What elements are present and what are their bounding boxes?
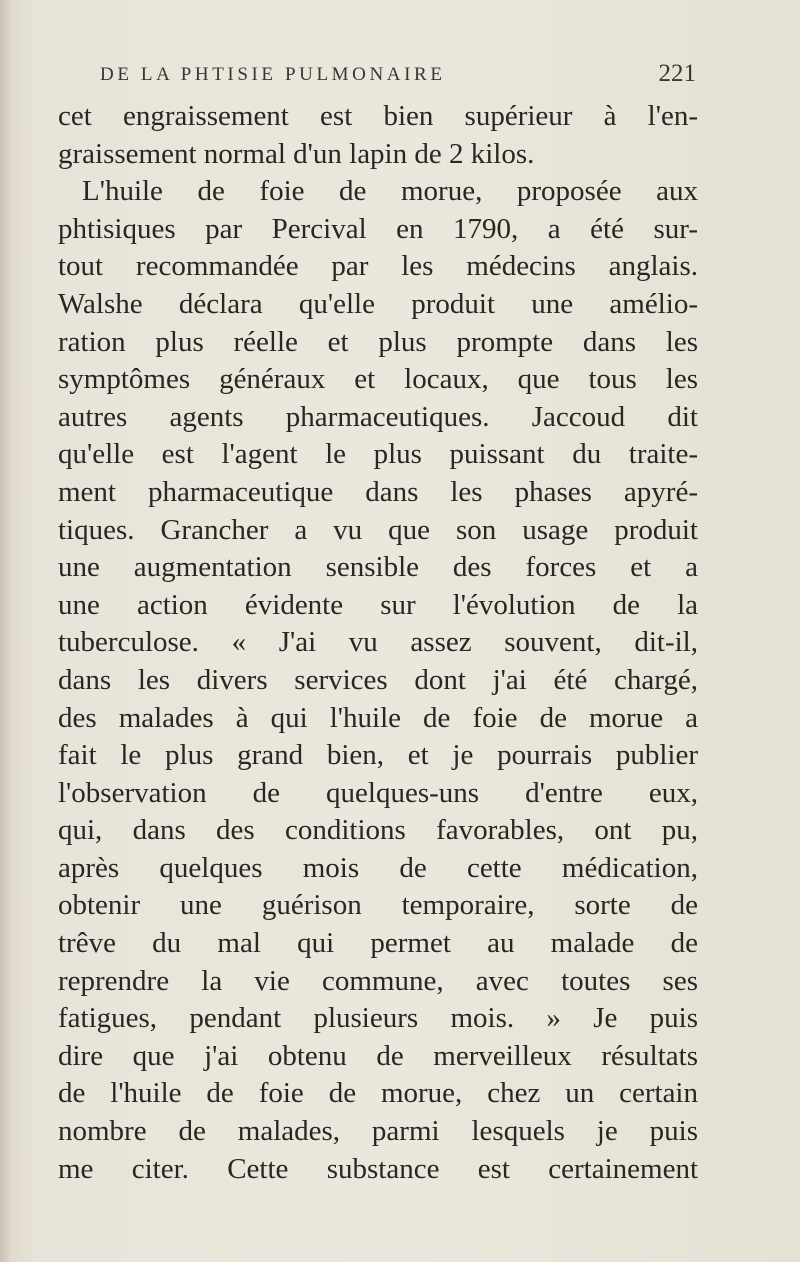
- text-line: ment pharmaceutique dans les phases apyré-: [58, 475, 698, 508]
- text-line: tout recommandée par les médecins anglais.: [58, 250, 698, 283]
- page-number: 221: [658, 60, 696, 87]
- paragraph-start-line: L'huile de foie de morue, proposée aux: [82, 175, 698, 208]
- text-line: Walshe déclara qu'elle produit une amélio-: [58, 287, 698, 320]
- text-line: tiques. Grancher a vu que son usage produit: [58, 513, 698, 546]
- text-line: l'observation de quelques-uns d'entre eux,: [58, 776, 698, 809]
- text-line: phtisiques par Percival en 1790, a été sur-: [58, 212, 698, 245]
- text-line: nombre de malades, parmi lesquels je puis: [58, 1115, 698, 1148]
- text-line: symptômes généraux et locaux, que tous les: [58, 363, 698, 396]
- text-line: tuberculose. « J'ai vu assez souvent, dit-il,: [58, 626, 698, 659]
- text-line: graissement normal d'un lapin de 2 kilos.: [58, 137, 535, 170]
- text-line: obtenir une guérison temporaire, sorte de: [58, 889, 698, 922]
- text-line: dire que j'ai obtenu de merveilleux résultats: [58, 1039, 698, 1072]
- text-line: fatigues, pendant plusieurs mois. » Je puis: [58, 1002, 698, 1035]
- body-text: [58, 98, 698, 1188]
- text-line: une action évidente sur l'évolution de la: [58, 588, 698, 621]
- running-head: [100, 58, 696, 92]
- text-line: cet engraissement est bien supérieur à l'en-: [58, 100, 698, 132]
- text-line: me citer. Cette substance est certainement: [58, 1152, 698, 1185]
- page-gutter-shadow: [0, 0, 10, 1262]
- text-line: des malades à qui l'huile de foie de morue a: [58, 701, 698, 734]
- text-line: autres agents pharmaceutiques. Jaccoud dit: [58, 400, 698, 433]
- text-line: de l'huile de foie de morue, chez un certain: [58, 1077, 698, 1110]
- text-line: reprendre la vie commune, avec toutes ses: [58, 964, 698, 997]
- text-line: fait le plus grand bien, et je pourrais publier: [58, 739, 698, 772]
- running-title: DE LA PHTISIE PULMONAIRE: [100, 64, 446, 85]
- text-line: après quelques mois de cette médication,: [58, 851, 698, 884]
- text-line: trêve du mal qui permet au malade de: [58, 927, 698, 960]
- text-line: qu'elle est l'agent le plus puissant du traite-: [58, 438, 698, 471]
- text-line: qui, dans des conditions favorables, ont pu,: [58, 814, 698, 847]
- text-line: dans les divers services dont j'ai été chargé,: [58, 663, 698, 696]
- text-line: une augmentation sensible des forces et a: [58, 551, 698, 584]
- text-line: ration plus réelle et plus prompte dans les: [58, 325, 698, 358]
